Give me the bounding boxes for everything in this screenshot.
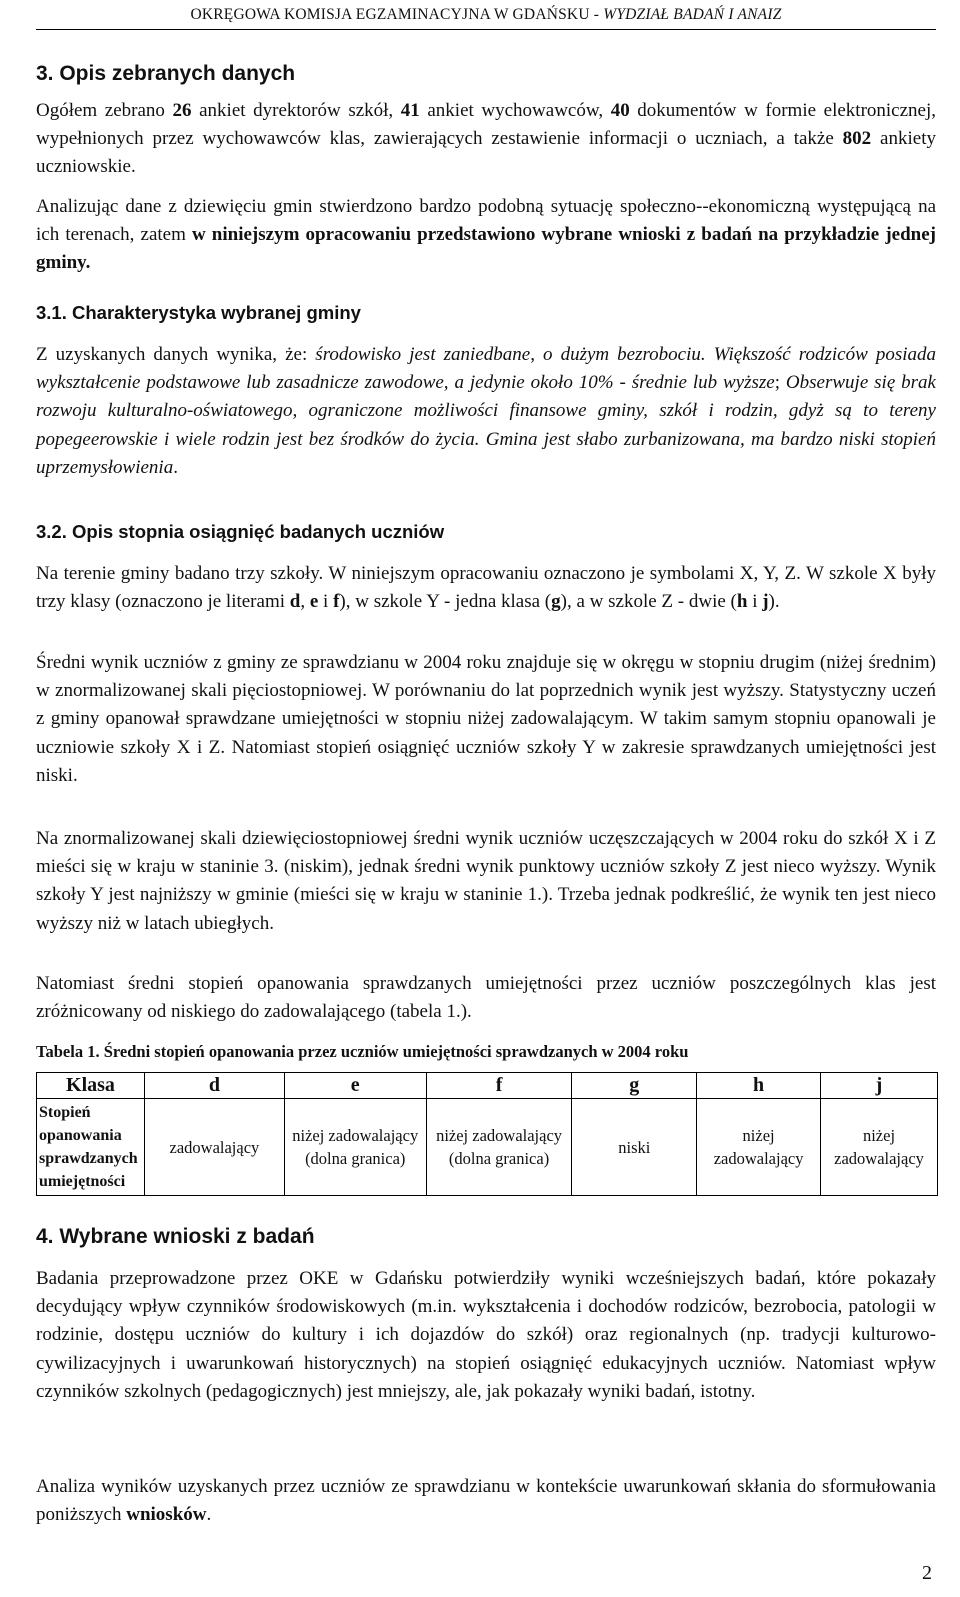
section-3-2-paragraph-3: Na znormalizowanej skali dziewięciostopniowej średni wynik uczniów uczęszczających w 2004 roku do szkół X i Z mieści się w kraju w staninie 3. (niskim), jednak średni wynik punktowy uczniów szkoły Z jest nieco wyższy. Wynik szkoły Y jest najniższy w gminie (mieści się w kraju w staninie 1.). Trzeba jednak podkreślić, że wynik ten jest nieco wyższy niż w latach ubiegłych. bbox=[36, 828, 936, 934]
section-3-title: 3. Opis zebranych danych bbox=[36, 62, 296, 85]
document-page bbox=[36, 0, 936, 1597]
section-3-1-title: 3.1. Charakterystyka wybranej gminy bbox=[36, 302, 361, 323]
header-org: OKRĘGOWA KOMISJA EGZAMINACYJNA W GDAŃSKU - bbox=[190, 6, 604, 23]
page-number: 2 bbox=[922, 1562, 932, 1584]
table-caption: Tabela 1. Średni stopień opanowania przez uczniów umiejętności sprawdzanych w 2004 roku bbox=[36, 1042, 689, 1061]
section-4-paragraph-1: Badania przeprowadzone przez OKE w Gdańsku potwierdziły wyniki wcześniejszych badań, które pokazały decydujący wpływ czynników środowiskowych (m.in. wykształcenia i dochodów rodziców, bezrobocia, patologii w rodzinie, dostępu uczniów do kultury i ich dojazdów do szkół) oraz regionalnych (np. tradycji kulturowo-cywilizacyjnych i uwarunkowań historycznych) na stopień osiągnięć edukacyjnych uczniów. Natomiast wpływ czynników szkolnych (pedagogicznych) jest mniejszy, ale, jak pokazały wyniki badań, istotny. bbox=[36, 1268, 936, 1402]
table-cell: zadowalający bbox=[144, 1099, 284, 1196]
table-cell: niżej zadowalający (dolna granica) bbox=[284, 1099, 426, 1196]
results-table bbox=[36, 1072, 938, 1196]
section-4-paragraph-2: Analiza wyników uzyskanych przez uczniów ze sprawdzianu w kontekście uwarunkowań skłania do sformułowania poniższych wniosków. bbox=[36, 1476, 936, 1526]
table-header-cell: Klasa bbox=[37, 1073, 145, 1099]
table-header-cell: j bbox=[821, 1073, 938, 1099]
section-3-paragraph-1: Ogółem zebrano 26 ankiet dyrektorów szkół, 41 ankiet wychowawców, 40 dokumentów w formie elektronicznej, wypełnionych przez wychowawców klas, zawierających zestawienie informacji o uczniach, a także 802 ankiety uczniowskie. bbox=[36, 100, 936, 178]
table-header-cell: g bbox=[572, 1073, 697, 1099]
table-row-label: Stopień opanowania sprawdzanych umiejętności bbox=[37, 1099, 145, 1196]
section-3-2-paragraph-1: Na terenie gminy badano trzy szkoły. W niniejszym opracowaniu oznaczono je symbolami X, Y, Z. W szkole X były trzy klasy (oznaczono je literami d, e i f), w szkole Y - jedna klasa (g), a w szkole Z - dwie (h i j). bbox=[36, 563, 936, 613]
section-3-paragraph-2: Analizując dane z dziewięciu gmin stwierdzono bardzo podobną sytuację społeczno--ekonomiczną występującą na ich terenach, zatem w niniejszym opracowaniu przedstawiono wybrane wnioski z badań na przykładzie jednej gminy. bbox=[36, 196, 936, 274]
section-3-2-paragraph-2: Średni wynik uczniów z gminy ze sprawdzianu w 2004 roku znajduje się w okręgu w stopniu drugim (niżej średnim) w znormalizowanej skali pięciostopniowej. W porównaniu do lat poprzednich wynik jest wyższy. Statystyczny uczeń z gminy opanował sprawdzane umiejętności w stopniu niżej zadowalającym. W takim samym stopniu opanowali je uczniowie szkoły X i Z. Natomiast stopień osiągnięć uczniów szkoły Y w zakresie sprawdzanych umiejętności jest niski. bbox=[36, 652, 936, 786]
header-dept: WYDZIAŁ BADAŃ I ANAIZ bbox=[603, 6, 782, 23]
table-header-cell: d bbox=[144, 1073, 284, 1099]
section-3-1-paragraph: Z uzyskanych danych wynika, że: środowisko jest zaniedbane, o dużym bezrobociu. Większość rodziców posiada wykształcenie podstawowe lub zasadnicze zawodowe, a jedynie około 10% - średnie lub wyższe; Obserwuje się brak rozwoju kulturalno-oświatowego, ograniczone możliwości finansowe gminy, szkół i rodzin, gdyż są to tereny popegeerowskie i wiele rodzin jest bez środków do życia. Gmina jest słabo zurbanizowana, ma bardzo niski stopień uprzemysłowienia. bbox=[36, 344, 937, 478]
table-cell: niżej zadowalający (dolna granica) bbox=[426, 1099, 572, 1196]
table-cell: niżej zadowalający bbox=[821, 1099, 938, 1196]
table-header-cell: f bbox=[426, 1073, 572, 1099]
table-header-row bbox=[37, 1073, 938, 1099]
table-cell: niski bbox=[572, 1099, 697, 1196]
table-row bbox=[37, 1099, 938, 1196]
table-header-cell: h bbox=[697, 1073, 821, 1099]
table-header-cell: e bbox=[284, 1073, 426, 1099]
section-4-title: 4. Wybrane wnioski z badań bbox=[36, 1225, 315, 1248]
running-header bbox=[36, 6, 936, 30]
section-3-2-title: 3.2. Opis stopnia osiągnięć badanych uczniów bbox=[36, 521, 445, 542]
section-3-2-paragraph-4: Natomiast średni stopień opanowania sprawdzanych umiejętności przez uczniów poszczególnych klas jest zróżnicowany od niskiego do zadowalającego (tabela 1.). bbox=[36, 973, 936, 1023]
table-cell: niżej zadowalający bbox=[697, 1099, 821, 1196]
